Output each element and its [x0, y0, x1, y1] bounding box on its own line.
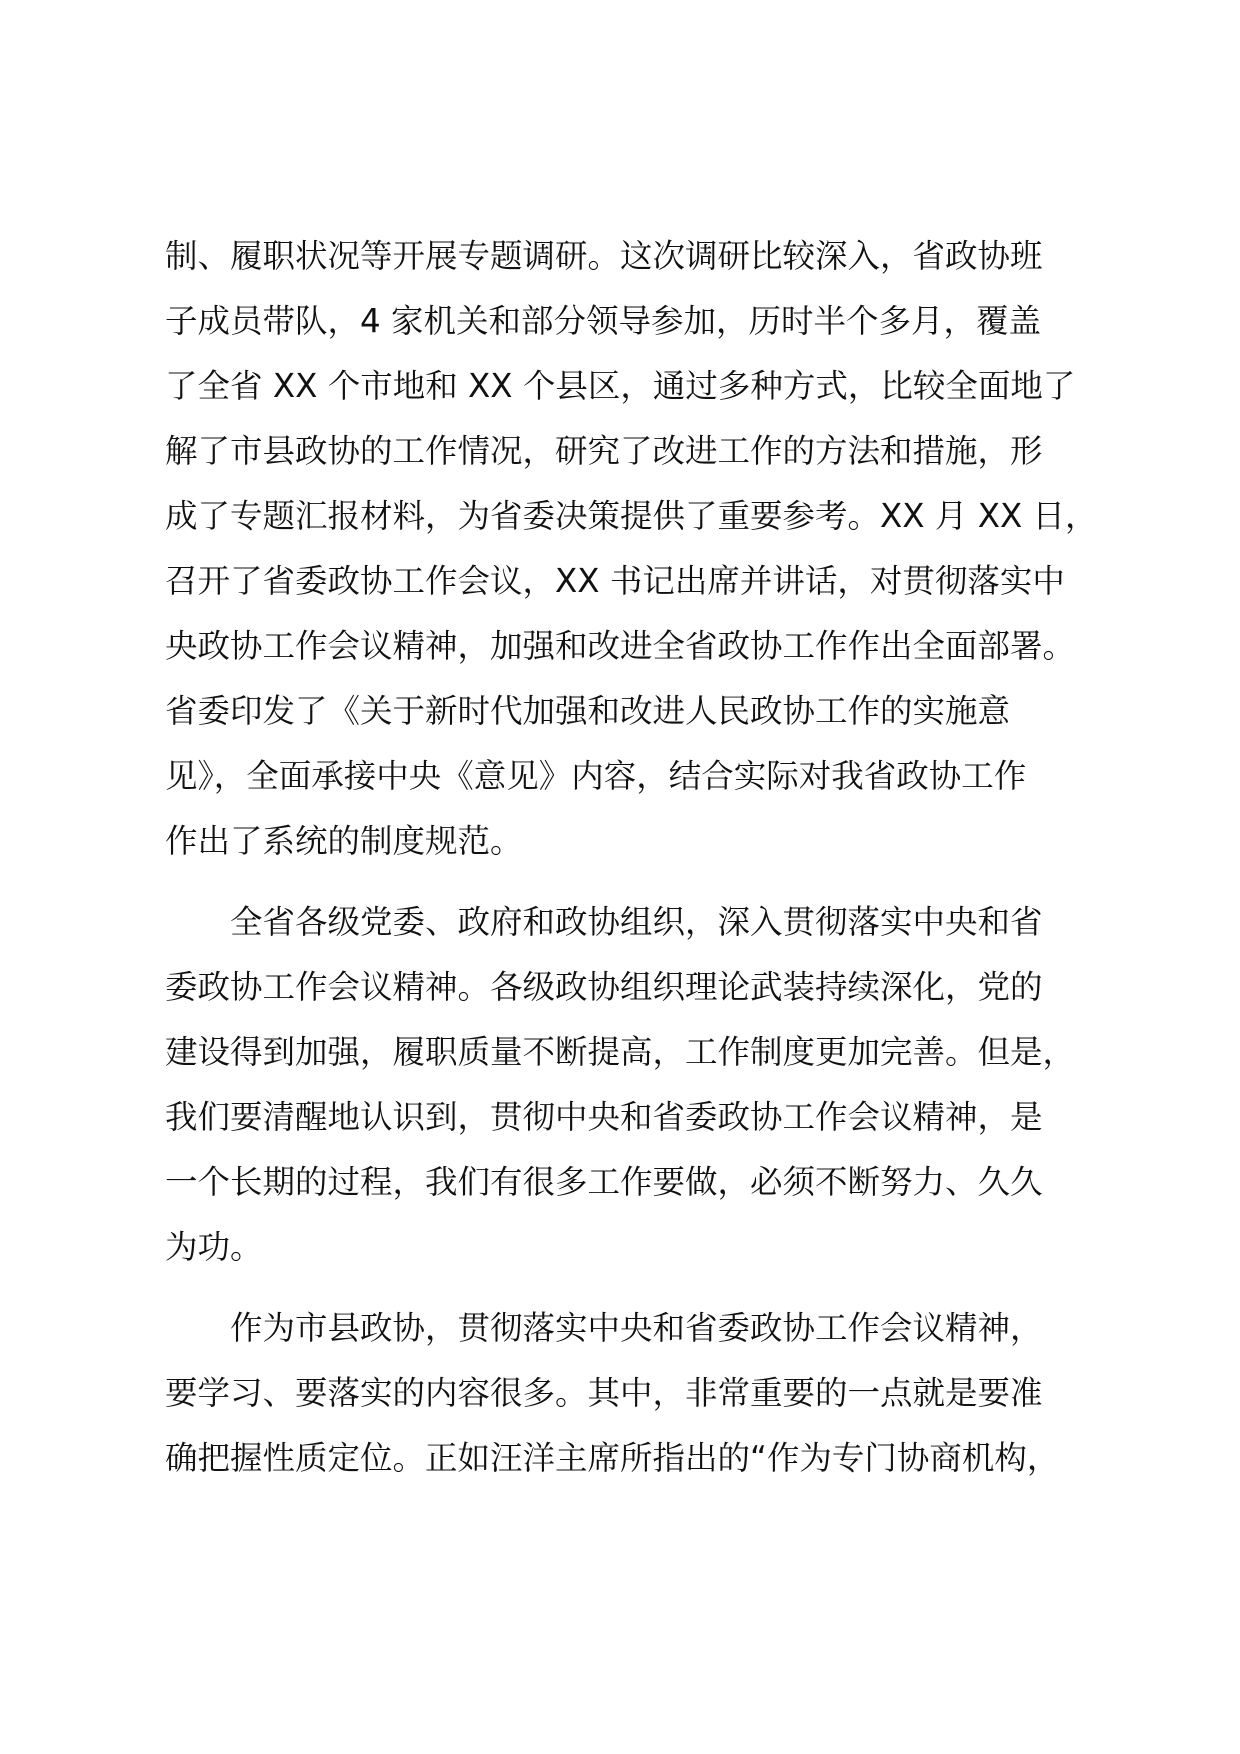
text-line: 召开了省委政协工作会议，XX 书记出席并讲话，对贯彻落实中: [165, 562, 1065, 600]
text-line: 省委印发了《关于新时代加强和改进人民政协工作的实施意: [165, 692, 1011, 730]
text-line: 全省各级党委、政府和政协组织，深入贯彻落实中央和省: [165, 903, 1043, 941]
text-line: 为功。: [165, 1228, 263, 1266]
text-line: 委政协工作会议精神。各级政协组织理论武装持续深化，党的: [165, 968, 1043, 1006]
paragraph-2: [165, 890, 1125, 1280]
text-line: 作出了系统的制度规范。: [165, 822, 523, 860]
text-line: 作为市县政协，贯彻落实中央和省委政协工作会议精神，: [165, 1309, 1043, 1347]
text-line: 建设得到加强，履职质量不断提高，工作制度更加完善。但是，: [165, 1033, 1076, 1071]
body-text: [165, 224, 1125, 1491]
text-line: 一个长期的过程，我们有很多工作要做，必须不断努力、久久: [165, 1163, 1043, 1201]
text-line: 见》，全面承接中央《意见》内容，结合实际对我省政协工作: [165, 757, 1027, 795]
text-line: 子成员带队，4 家机关和部分领导参加，历时半个多月，覆盖: [165, 302, 1042, 340]
paragraph-1: [165, 224, 1125, 874]
text-line: 成了专题汇报材料，为省委决策提供了重要参考。XX 月 XX 日，: [165, 497, 1098, 535]
text-line: 了全省 XX 个市地和 XX 个县区，通过多种方式，比较全面地了: [165, 367, 1076, 405]
text-line: 解了市县政协的工作情况，研究了改进工作的方法和措施，形: [165, 432, 1043, 470]
text-line: 确把握性质定位。正如汪洋主席所指出的“作为专门协商机构，: [165, 1439, 1060, 1477]
text-line: 制、履职状况等开展专题调研。这次调研比较深入，省政协班: [165, 237, 1043, 275]
text-line: 要学习、要落实的内容很多。其中，非常重要的一点就是要准: [165, 1374, 1043, 1412]
paragraph-3: [165, 1296, 1125, 1491]
text-line: 我们要清醒地认识到，贯彻中央和省委政协工作会议精神，是: [165, 1098, 1043, 1136]
text-line: 央政协工作会议精神，加强和改进全省政协工作作出全面部署。: [165, 627, 1076, 665]
